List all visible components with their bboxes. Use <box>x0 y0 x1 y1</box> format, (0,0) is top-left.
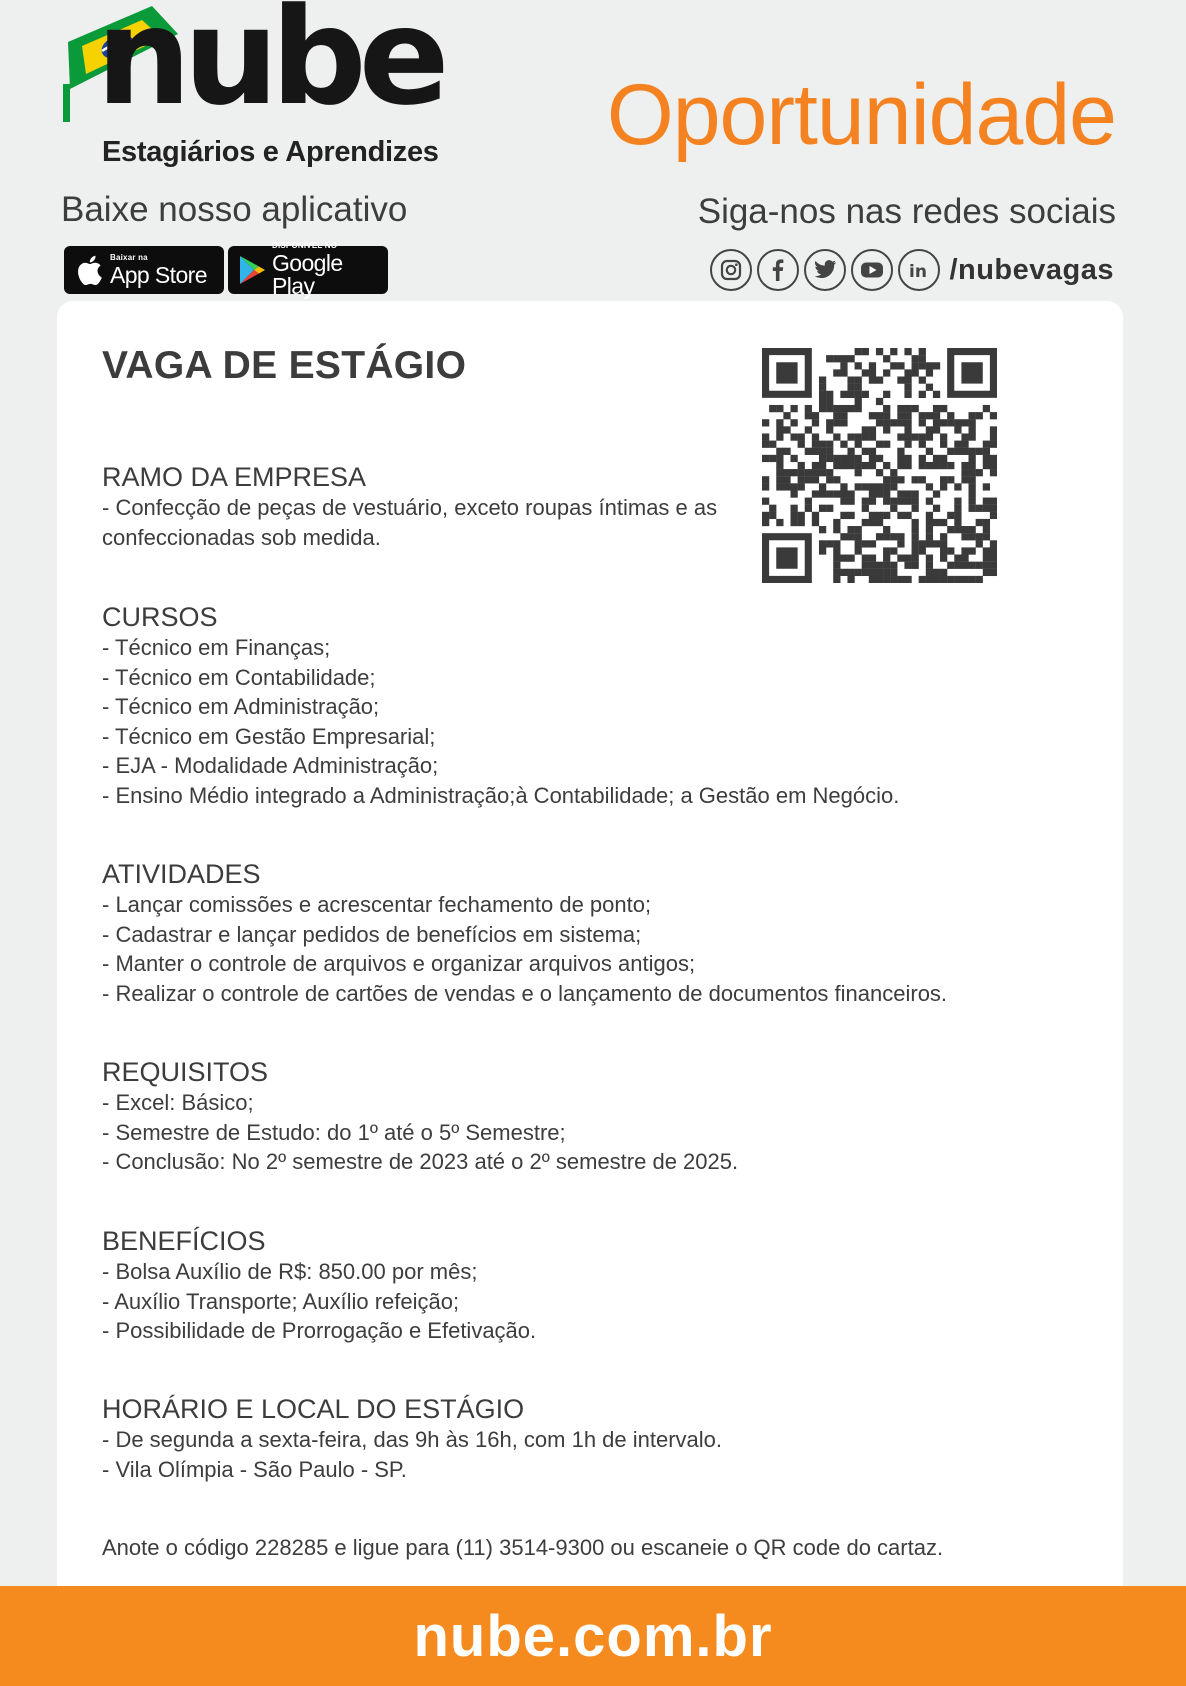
website-link[interactable]: nube.com.br <box>413 1603 773 1669</box>
headline: Oportunidade <box>606 67 1116 163</box>
twitter-icon[interactable] <box>804 249 846 291</box>
section-cursos <box>102 601 899 810</box>
youtube-icon[interactable] <box>851 249 893 291</box>
section-line: - Técnico em Finanças; <box>102 635 331 660</box>
logo-subtitle: Estagiários e Aprendizes <box>102 136 439 168</box>
section-title: RAMO DA EMPRESA <box>102 462 367 492</box>
google-play-small-label: DISPONÍVEL NO <box>272 241 338 250</box>
section-line: - Confecção de peças de vestuário, exceto roupas íntimas e as <box>102 495 718 520</box>
section-line: - Lançar comissões e acrescentar fechamento de ponto; <box>102 892 652 917</box>
section-line: - Manter o controle de arquivos e organizar arquivos antigos; <box>102 951 696 976</box>
section-line: - Técnico em Contabilidade; <box>102 664 376 690</box>
section-line: confeccionadas sob medida. <box>102 524 381 550</box>
section-ramo <box>102 461 717 552</box>
section-line: - Cadastrar e lançar pedidos de benefícios em sistema; <box>102 921 642 947</box>
logo-wordmark: nube <box>96 0 442 135</box>
job-title: VAGA DE ESTÁGIO <box>102 344 467 387</box>
section-line: - Técnico em Gestão Empresarial; <box>102 723 436 749</box>
section-atividades <box>102 858 947 1008</box>
social-label: Siga-nos nas redes sociais <box>697 192 1116 231</box>
section-line: - De segunda a sexta-feira, das 9h às 16h, com 1h de intervalo. <box>102 1427 723 1452</box>
section-line: - Vila Olímpia - São Paulo - SP. <box>102 1456 407 1482</box>
section-title: CURSOS <box>102 602 218 632</box>
google-play-button[interactable] <box>228 241 388 299</box>
section-requisitos <box>102 1056 738 1177</box>
section-title: REQUISITOS <box>102 1057 269 1087</box>
facebook-icon[interactable] <box>757 249 799 291</box>
section-line: - EJA - Modalidade Administração; <box>102 753 439 778</box>
section-line: - Bolsa Auxílio de R$: 850.00 por mês; <box>102 1259 478 1284</box>
app-store-button[interactable] <box>64 246 224 294</box>
instagram-icon[interactable] <box>710 249 752 291</box>
section-line: - Ensino Médio integrado a Administração;à Contabilidade; a Gestão em Negócio. <box>102 782 900 808</box>
section-title: ATIVIDADES <box>102 859 261 889</box>
qr-code[interactable] <box>762 348 997 583</box>
section-beneficios <box>102 1225 536 1346</box>
nube-logo <box>60 0 442 174</box>
section-line: - Possibilidade de Prorrogação e Efetivação. <box>102 1318 537 1343</box>
app-store-label: App Store <box>110 261 207 288</box>
section-title: BENEFÍCIOS <box>102 1226 266 1256</box>
section-line: - Semestre de Estudo: do 1º até o 5º Semestre; <box>102 1119 566 1145</box>
footer-bar <box>0 1586 1186 1686</box>
section-line: - Técnico em Administração; <box>102 694 380 719</box>
apple-icon <box>74 254 104 286</box>
app-download-label: Baixe nosso aplicativo <box>61 190 408 229</box>
section-line: - Realizar o controle de cartões de vendas e o lançamento de documentos financeiros. <box>102 980 948 1006</box>
section-line: - Auxílio Transporte; Auxílio refeição; <box>102 1288 460 1314</box>
social-links <box>710 249 1114 291</box>
app-store-small-label: Baixar na <box>110 252 148 262</box>
section-title: HORÁRIO E LOCAL DO ESTÁGIO <box>102 1394 525 1424</box>
section-horario <box>102 1393 722 1484</box>
linkedin-icon[interactable] <box>898 249 940 291</box>
contact-note: Anote o código 228285 e ligue para (11) 3514-9300 ou escaneie o QR code do cartaz. <box>102 1535 944 1560</box>
google-play-icon <box>238 254 266 286</box>
section-line: - Conclusão: No 2º semestre de 2023 até o 2º semestre de 2025. <box>102 1149 739 1174</box>
google-play-label: Google Play <box>272 250 343 299</box>
section-line: - Excel: Básico; <box>102 1090 254 1115</box>
social-handle[interactable]: /nubevagas <box>949 253 1114 286</box>
store-buttons <box>64 241 388 299</box>
svg-text:in: in <box>909 262 928 281</box>
